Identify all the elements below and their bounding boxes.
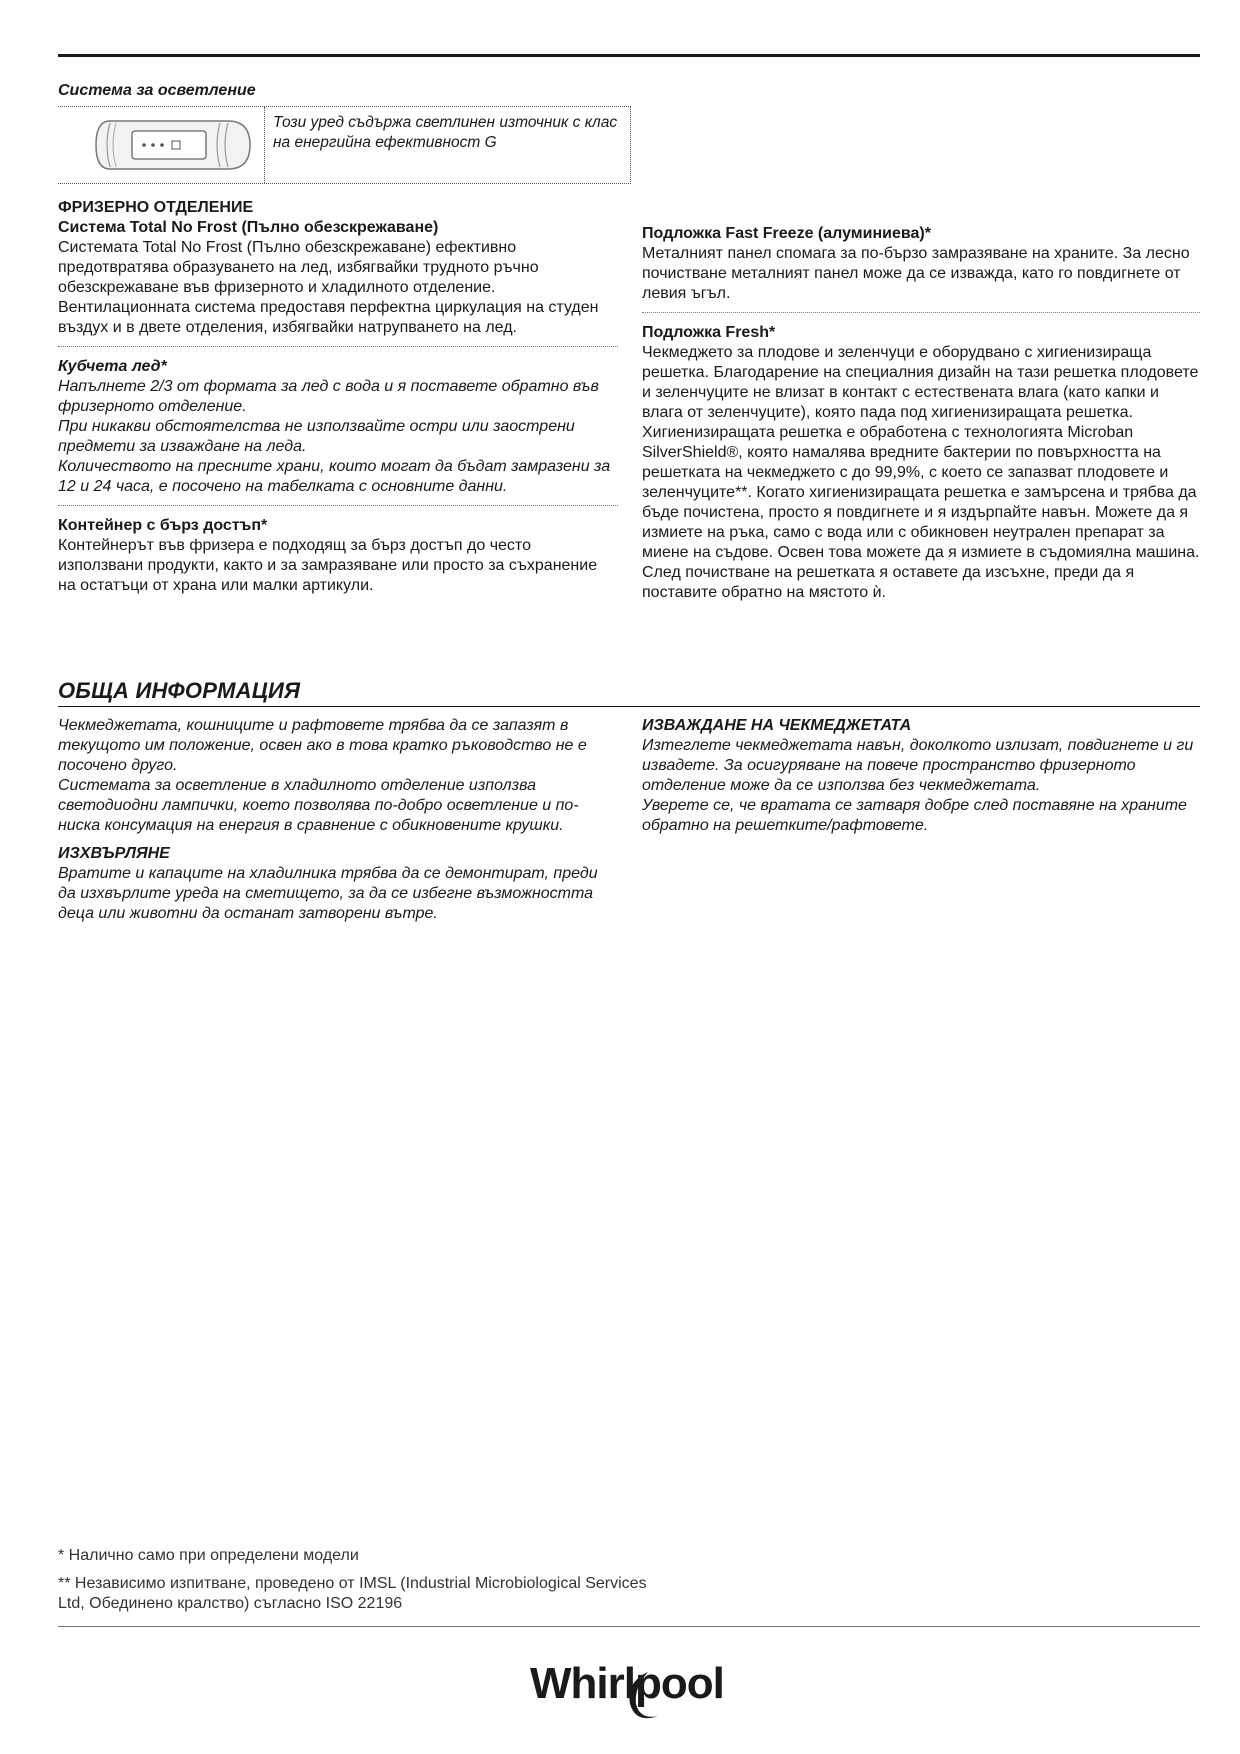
light-fixture-illustration bbox=[92, 115, 254, 175]
fast-freeze-text: Металният панел спомага за по-бързо замразяване на храните. За лесно почистване металният панел може да се изважда, като го повдигнете от левия ъгъл. bbox=[642, 245, 1190, 302]
fresh-title: Подложка Fresh* bbox=[642, 324, 776, 341]
general-right-column bbox=[642, 716, 1200, 836]
total-no-frost-title: Система Total No Frost (Пълно обезскрежаване) bbox=[58, 219, 439, 236]
disposal-title: ИЗХВЪРЛЯНЕ bbox=[58, 845, 170, 862]
lighting-title: Система за осветление bbox=[58, 82, 256, 99]
freezer-left-column bbox=[58, 198, 618, 596]
footnote-1: * Налично само при определени модели bbox=[58, 1547, 359, 1564]
general-info-title: ОБЩА ИНФОРМАЦИЯ bbox=[58, 678, 301, 703]
drawers-title: ИЗВАЖДАНЕ НА ЧЕКМЕДЖЕТАТА bbox=[642, 717, 912, 734]
bottom-rule bbox=[58, 1626, 1200, 1627]
ice-cubes-p1: Напълнете 2/3 от формата за лед с вода и я поставете обратно във фризерното отделение. bbox=[58, 378, 599, 415]
quick-access-text: Контейнерът във фризера е подходящ за бърз достъп до често използвани продукти, както и за замразяване или просто за съхранение на остатъци от храна или малки артикули. bbox=[58, 537, 598, 594]
ice-cubes-p2: При никакви обстоятелства не използвайте остри или заострени предмети за изваждане на леда. bbox=[58, 418, 575, 455]
lighting-note: Този уред съдържа светлинен източник с клас на енергийна ефективност G bbox=[273, 114, 618, 151]
freezer-section-title: ФРИЗЕРНО ОТДЕЛЕНИЕ bbox=[58, 199, 254, 216]
general-info-rule bbox=[58, 706, 1200, 707]
disposal-text: Вратите и капаците на хладилника трябва да се демонтират, преди да изхвърлите уреда на сметището, за да се избегне възможността деца или животни да останат затворени вътре. bbox=[58, 865, 598, 922]
drawers-p1: Изтеглете чекмеджетата навън, доколкото излизат, повдигнете и ги извадете. За осигуряване на повече пространство фризерното отделение може да се използва без чекмеджетата. bbox=[642, 737, 1194, 794]
lighting-box-divider bbox=[264, 107, 265, 183]
fast-freeze-title: Подложка Fast Freeze (алуминиева)* bbox=[642, 225, 931, 242]
lighting-box bbox=[58, 106, 631, 184]
general-p2: Системата за осветление в хладилното отделение използва светодиодни лампички, което позволява по-добро осветление и по-ниска консумация на енергия в сравнение с обикновените крушки. bbox=[58, 777, 579, 834]
top-rule bbox=[58, 54, 1200, 57]
ice-cubes-title: Кубчета лед* bbox=[58, 358, 167, 375]
footnote-2: ** Независимо изпитване, проведено от IMSL (Industrial Microbiological Services Ltd, Обединено кралство) съгласно ISO 22196 bbox=[58, 1575, 647, 1612]
separator bbox=[58, 346, 618, 347]
total-no-frost-text: Системата Total No Frost (Пълно обезскрежаване) ефективно предотвратява образуването на лед, избягвайки трудното ръчно обезскрежаване във фризерното и хладилното отделение. Вентилационната система предоставя перфектна циркулация на студен въздух и в двете отделения, избягвайки натрупването на лед. bbox=[58, 239, 599, 336]
footnotes bbox=[58, 1546, 658, 1622]
separator bbox=[58, 505, 618, 506]
ice-cubes-p3: Количеството на пресните храни, които могат да бъдат замразени за 12 и 24 часа, е посочено на табелката с основните данни. bbox=[58, 458, 611, 495]
fresh-text: Чекмеджето за плодове и зеленчуци е оборудвано с хигиенизираща решетка. Благодарение на специалния дизайн на тази решетка плодовете и зеленчуците не влизат в контакт с естествената влага (като капки и влага от зеленчуците), която пада под хигиенизиращата решетка. Хигиенизиращата решетка е обработена с технологията Microban SilverShield®, която намалява вредните бактерии по повърхността на решетката на чекмеджето с до 99,9%, с което се запазват плодовете и зеленчуците**. Когато хигиенизиращата решетка е замърсена и трябва да бъде почистена, просто я повдигнете и я издърпайте навън. Можете да я измиете на ръка, само с вода или с обикновен неутрален препарат за миене на съдове. Освен това можете да я измиете в съдомиялна машина. След почистване на решетката я оставете да изсъхне, преди да я поставите обратно на мястото ѝ. bbox=[642, 344, 1200, 601]
logo-text: Whirlpool bbox=[530, 1659, 724, 1708]
separator bbox=[642, 312, 1200, 313]
general-left-column bbox=[58, 716, 618, 924]
quick-access-title: Контейнер с бърз достъп* bbox=[58, 517, 268, 534]
whirlpool-logo bbox=[530, 1642, 730, 1732]
general-p1: Чекмеджетата, кошниците и рафтовете трябва да се запазят в текущото им положение, освен ако в това кратко ръководство не е посочено друго. bbox=[58, 717, 587, 774]
drawers-p2: Уверете се, че вратата се затваря добре след поставяне на храните обратно на решетките/рафтовете. bbox=[642, 797, 1187, 834]
freezer-right-column bbox=[642, 224, 1200, 603]
